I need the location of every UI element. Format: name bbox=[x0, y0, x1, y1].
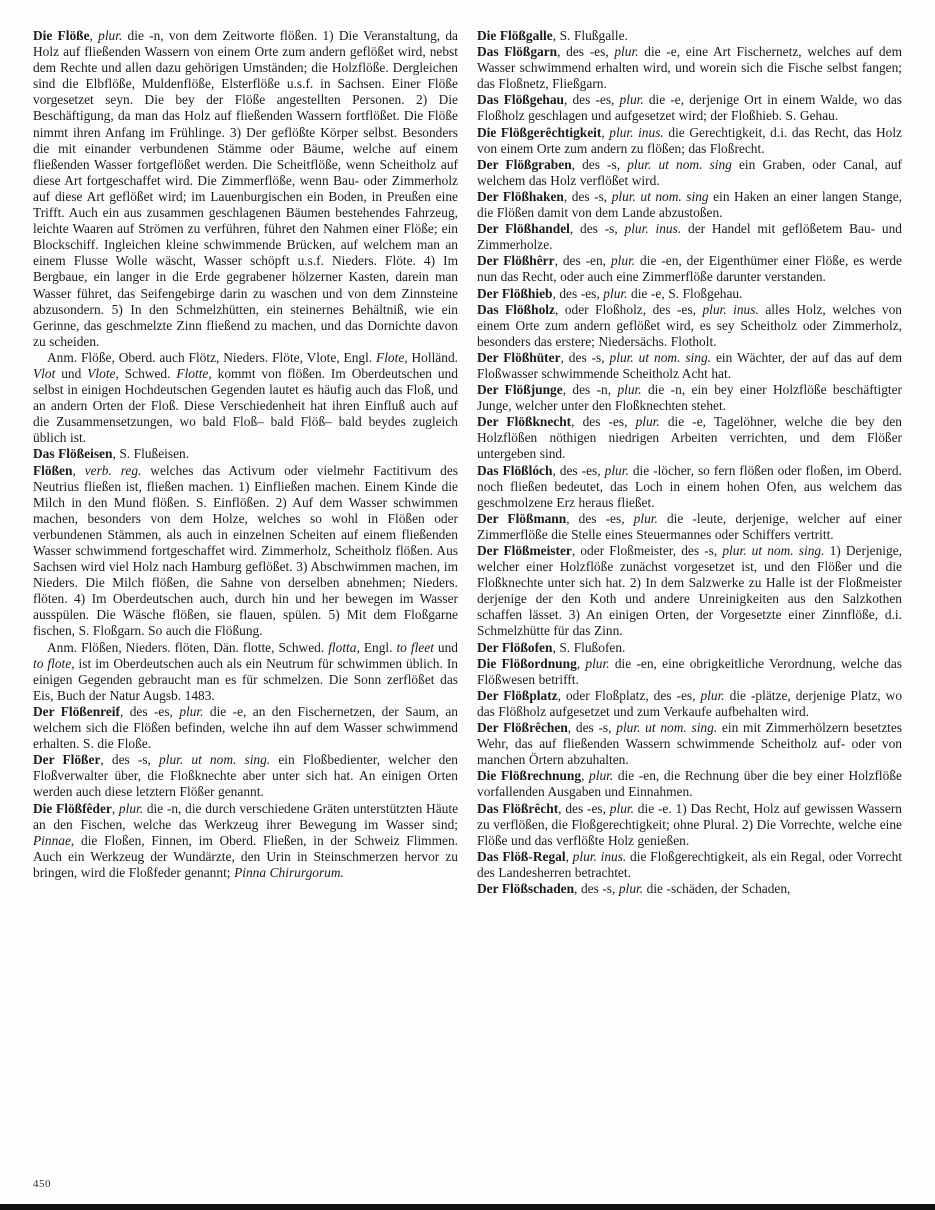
text-run: die -e. 1) Das Recht, Holz auf gewissen Wassern zu verflößen, die Floßgerechtigkeit; ohne Plural. 2) Die Vorrechte, welche eine Flöße und das verflößte Holz genießen. bbox=[477, 800, 902, 848]
entry-paragraph bbox=[33, 801, 458, 881]
text-run: , des -en, bbox=[554, 253, 611, 269]
text-run: ein Haken an einer langen Stange, die Flößen damit von dem Lande abzustoßen. bbox=[477, 188, 902, 221]
entry-paragraph bbox=[477, 44, 902, 92]
text-run: , oder Floßholz, des -es, bbox=[554, 301, 703, 317]
entry-paragraph bbox=[477, 688, 902, 720]
text-run: Anm. Flößen, Nieders. flöten, Dän. flotte, Schwed. bbox=[47, 639, 329, 655]
headword: Der Flößhüter bbox=[477, 349, 561, 365]
text-run: , bbox=[581, 768, 590, 784]
text-run: Pinnae, bbox=[33, 832, 75, 848]
headword: Der Flößgraben bbox=[477, 156, 572, 172]
text-run: , S. Flußeisen. bbox=[112, 446, 190, 462]
page-number: 450 bbox=[33, 1178, 51, 1190]
entry-paragraph bbox=[33, 752, 458, 800]
text-run: , des -s, bbox=[574, 880, 619, 896]
entry-paragraph bbox=[477, 382, 902, 414]
entry-paragraph bbox=[477, 189, 902, 221]
text-run: verb. reg. bbox=[84, 462, 142, 478]
text-run: , S. Flußofen. bbox=[552, 639, 626, 655]
entry-paragraph bbox=[477, 302, 902, 350]
headword: Die Flößgalle bbox=[477, 28, 553, 43]
headword: Der Flößhaken bbox=[477, 188, 564, 204]
text-run: plur. bbox=[619, 92, 644, 108]
entry-paragraph bbox=[477, 157, 902, 189]
text-run: plur. bbox=[633, 510, 658, 526]
text-run: die -schäden, der Schaden, bbox=[643, 880, 791, 896]
page-body bbox=[33, 28, 902, 1168]
text-run: plur. inus. bbox=[609, 124, 664, 140]
text-run: plur. bbox=[635, 414, 660, 430]
entry-paragraph bbox=[477, 881, 902, 897]
text-run: die -n, ein bey einer Holzflöße beschäftigter Junge, welcher unter den Floßknechten stehet. bbox=[477, 382, 902, 414]
text-run: plur. bbox=[614, 44, 639, 60]
text-run: plur. bbox=[98, 28, 123, 43]
text-run: Flote, bbox=[376, 349, 408, 365]
entry-paragraph bbox=[33, 350, 458, 447]
text-run: to flote, bbox=[33, 655, 75, 671]
text-run: ist im Oberdeutschen auch als ein Neutrum für schwimmen üblich. In einigen Gegenden gebraucht man es für schmelzen. Die Sonn zerflößet das Eis, Buch der Natur Augsb. 1483. bbox=[33, 655, 458, 703]
entry-paragraph bbox=[477, 511, 902, 543]
text-run: plur. bbox=[118, 800, 144, 816]
text-run: die -leute, derjenige, welcher auf einer Zimmerflöße die Stelle eines Steuermannes oder Schiffers vertritt. bbox=[477, 510, 902, 542]
text-run: plur. bbox=[617, 382, 642, 398]
text-run: Flotte, bbox=[176, 365, 212, 381]
entry-paragraph bbox=[33, 704, 458, 752]
text-run: plur. ut nom. sing. bbox=[722, 543, 825, 558]
entry-paragraph bbox=[33, 463, 458, 640]
text-run: die -e, an den Fischernetzen, der Saum, an welchem sich die Flößen befinden, welche ihn auf dem Wasser schwimmend erhalten. S. die Floße. bbox=[33, 703, 458, 752]
text-run: plur. ut nom. sing bbox=[627, 156, 732, 172]
headword: Das Flößlóch bbox=[477, 462, 553, 478]
headword: Der Flößhêrr bbox=[477, 253, 555, 269]
entry-paragraph bbox=[33, 28, 458, 350]
text-run: , bbox=[576, 655, 586, 671]
headword: Das Flößeisen bbox=[33, 446, 113, 462]
text-run: flotta, bbox=[328, 639, 360, 655]
entry-paragraph bbox=[477, 656, 902, 688]
text-run: plur. inus. bbox=[702, 301, 759, 317]
text-run: , oder Floßplatz, des -es, bbox=[557, 687, 701, 703]
text-run: , des -es, bbox=[563, 92, 620, 108]
entry-paragraph bbox=[477, 801, 902, 849]
text-run: die -en, die Rechnung über die bey einer Holzflöße vorfallenden Ausgaben und Einnahmen. bbox=[477, 768, 902, 800]
headword: Das Flößgarn bbox=[477, 44, 558, 60]
entry-paragraph bbox=[477, 640, 902, 656]
entry-paragraph bbox=[477, 463, 902, 511]
text-run: 1) Derjenige, welcher einer Holzflöße zunächst vorgesetzet ist, und den Flößer und die Floßknechte unter sich hat. 2) In dem Salzwerke zu Halle ist der Floßmeister derjenige der den Koth und andere Unreinigkeiten aus den Salzkothen schaffen lässet. 3) An einigen Orten, der Vorgesetzte einer Zinnflöße, d.i. Schmelzhütte für das Zinn. bbox=[477, 543, 902, 639]
headword: Die Flößfêder bbox=[33, 800, 112, 816]
text-run: und bbox=[433, 639, 459, 655]
text-run: die -en, eine obrigkeitliche Verordnung, welche das Flößwesen betrifft. bbox=[477, 655, 902, 687]
text-run: plur. ut nom. sing. bbox=[616, 720, 718, 736]
entry-paragraph bbox=[33, 640, 458, 704]
text-run: plur. bbox=[618, 880, 644, 896]
text-run: Vlot bbox=[33, 365, 56, 381]
text-run: plur. bbox=[609, 800, 634, 816]
entry-paragraph bbox=[477, 768, 902, 800]
headword: Der Flößhieb bbox=[477, 285, 553, 301]
text-run: Vlote, bbox=[87, 365, 119, 381]
text-run: , bbox=[111, 800, 119, 816]
entry-paragraph bbox=[477, 849, 902, 881]
text-run: Engl. bbox=[359, 639, 397, 655]
text-run: plur. bbox=[179, 703, 204, 719]
headword: Das Flößholz bbox=[477, 301, 555, 317]
text-run: , bbox=[565, 848, 573, 864]
entry-paragraph bbox=[477, 221, 902, 253]
page-bottom-edge bbox=[0, 1204, 935, 1210]
text-run: plur. ut nom. sing. bbox=[609, 349, 712, 365]
text-run: plur. inus. bbox=[624, 221, 682, 237]
headword: Der Flößschaden bbox=[477, 880, 575, 896]
text-run: plur. ut nom. sing bbox=[611, 188, 709, 204]
text-run: die -plätze, derjenige Platz, wo das Flößholz aufgesetzet und zum Verkaufe aufbehalten wird. bbox=[477, 687, 902, 719]
headword: Der Flößplatz bbox=[477, 687, 558, 703]
text-run: Holländ. bbox=[407, 349, 458, 365]
entry-paragraph bbox=[477, 125, 902, 157]
text-run: , oder Floßmeister, des -s, bbox=[571, 543, 723, 558]
headword: Das Flöß-Regal bbox=[477, 848, 566, 864]
text-run: die -n, von dem Zeitworte flößen. 1) Die Veranstaltung, da Holz auf fließenden Wassern von einem Orte zum andern geflößet wird, nebst dem Rechte und allen dazu gehörigen Umständen; die Holzflöße. Dergleichen sind die Elbflöße, Muldenflöße, Elsterflöße u.s.f. in Sachsen. Einer Flöße vorgesetzet seyn. Die bey der Flöße angestellten Personen. 2) Die Beschäftigung, da man das Holz auf fließenden Wassern fortflößet. Die Flöße nimmt ihren Anfang im Frühlinge. 3) Der geflößte Körper selbst. Besonders die mit einander verbundenen Stämme oder Bäume, welche auf einem fließenden Wasser fortgeflößet werden. Die Scheitflöße, wenn Scheitholz auf diese Art fortgeschaffet wird. Die Zimmerflöße, wenn Bau- oder Zimmerholz auf diese Art geflößet wird; im Lauenburgischen ein Boden, in Preußen eine Trifft. Auch ein aus zusammen geschlagenen Bäumen bestehendes Fahrzeug, leichte Waaren auf Strömen zu verführen, führet den Nahmen einer Flöße; ein Blockschiff. Ingleichen kleine schwimmende Brücken, auf welchem man an einem Flusse Wolle wäscht, Wasser schöpft u.s.f. Nieders. Flöte. 4) Im Bergbaue, ein langer in die Erde gegrabener hölzerner Kasten, darein man Wasser führet, das Seifengebirge darin zu waschen und von dem Zinnsteine abzusondern. 5) In den Schmelzhütten, ein steinernes Behältniß, wie ein Gerinne, das geschmelzte Zinn fließend zu machen, und das Dornichte davon zu scheiden. bbox=[33, 28, 458, 349]
text-run: , S. Flußgalle. bbox=[552, 28, 628, 43]
text-run: plur. bbox=[610, 253, 636, 269]
text-run: die Floßgerechtigkeit, als ein Regal, oder Vorrecht des Landesherren betrachtet. bbox=[477, 848, 902, 880]
text-run: ein Wächter, der auf das auf dem Floßwasser schwimmende Scheitholz Acht hat. bbox=[477, 349, 902, 381]
text-run: welches das Activum oder vielmehr Factitivum des Neutrius fließen ist, fließen machen. 1) Einfließen machen. Einem Kinde die Milch in den Mund flößen. S. Einflößen. 2) Auf dem Wasser schwimmen machen, besonders von dem Holze, welches so wohl in Flößen oder verbundenen Stämmen, als auch in einzelnen Scheiten auf einem fließenden Wasser schwimmend fortgeschaffet wird. Zimmerholz, Scheitholz flößen. Aus Sachsen wird viel Holz nach Hamburg geflößet. 3) Abschwimmen machen, im Nieders. Die Milch flößen, die Sahne von derselben abnehmen; Nieders. flöten. 4) Im Oberdeutschen auch, durch hin und her bewegen im Wasser ausspülen. Die Wäsche flößen, sie flauen, spülen. 5) Mit dem Floßgarne fischen, S. Floßgarn. So auch die Flößung. bbox=[33, 462, 458, 639]
text-run: die -en, der Eigenthümer einer Flöße, es werde nun das Recht, oder auch eine Zimmerflöße darunter verstanden. bbox=[477, 253, 902, 285]
text-run: , bbox=[89, 28, 99, 43]
text-run: die Floßen, Finnen, im Oberd. Fließen, in der Schweiz Flimmen. Auch ein Werkzeug der Wundärzte, den Urin in Steinschmerzen hervor zu bringen, wird die Floßfeder genannt; bbox=[33, 832, 458, 880]
text-run: , des -es, bbox=[558, 800, 610, 816]
text-run: , des -s, bbox=[571, 156, 628, 172]
text-run: , des -es, bbox=[571, 414, 636, 430]
headword: Flößen bbox=[33, 462, 73, 478]
text-run: die -e, S. Floßgehau. bbox=[627, 285, 743, 301]
text-run: plur. bbox=[585, 655, 610, 671]
text-run: , des -es, bbox=[552, 462, 605, 478]
text-run: , des -s, bbox=[100, 752, 160, 768]
text-run: , des -s, bbox=[569, 221, 625, 237]
headword: Der Flößknecht bbox=[477, 414, 572, 430]
text-run: , des -s, bbox=[567, 720, 617, 736]
headword: Die Flößgerêchtigkeit bbox=[477, 124, 602, 140]
headword: Der Flößjunge bbox=[477, 382, 563, 398]
text-run: plur. bbox=[604, 462, 629, 478]
entry-paragraph bbox=[477, 543, 902, 640]
text-run: plur. inus. bbox=[572, 848, 627, 864]
text-run: Schwed. bbox=[118, 365, 177, 381]
entry-paragraph bbox=[477, 253, 902, 285]
text-run: die -e, eine Art Fischernetz, welches auf dem Wasser schwimmend erhalten wird, und worein sich die Fische selbst fangen; das Floßnetz, Fließgarn. bbox=[477, 44, 902, 92]
headword: Der Flößofen bbox=[477, 639, 553, 655]
text-run: , des -es, bbox=[566, 510, 634, 526]
text-run: , bbox=[601, 124, 610, 140]
headword: Die Flößrechnung bbox=[477, 768, 582, 784]
text-run: kommt von flößen. Im Oberdeutschen und selbst in einigen Hochdeutschen Gegenden lautet es häufig auch das Floß, und an andern Orten der Floß. Diese Verschiedenheit hat ihren Einfluß auch auf die Zusammensetzungen, wo bald Floß– bald Flöß– bald beydes zugleich üblich ist. bbox=[33, 365, 458, 446]
headword: Die Flöße bbox=[33, 28, 90, 43]
headword: Der Flößer bbox=[33, 752, 101, 768]
text-run: plur. bbox=[589, 768, 614, 784]
entry-paragraph bbox=[33, 446, 458, 462]
headword: Das Flößgehau bbox=[477, 92, 564, 108]
text-run: alles Holz, welches von einem Orte zum andern geflößet wird, es sey Scheitholz oder Zimmerholz, besonders das erstere; Niedersächs. Flotholt. bbox=[477, 301, 902, 349]
text-run: die -e, Tagelöhner, welche die bey den Holzflößen nöthigen niedrigen Arbeiten verrichten, und dem Flößer untergeben sind. bbox=[477, 414, 902, 462]
entry-paragraph bbox=[477, 720, 902, 768]
text-run: und bbox=[55, 365, 88, 381]
text-run: die -n, die durch verschiedene Gräten unterstützten Häute an den Fischen, welche das Werkzeug ihrer Bewegung im Wasser sind; bbox=[33, 800, 459, 832]
entry-paragraph bbox=[477, 350, 902, 382]
text-run: Anm. Flöße, Oberd. auch Flötz, Nieders. Flöte, Vlote, Engl. bbox=[47, 349, 377, 365]
text-run: Pinna Chirurgorum. bbox=[234, 864, 344, 880]
text-run: , des -n, bbox=[562, 382, 618, 398]
entry-paragraph bbox=[477, 92, 902, 124]
text-run: die -e, derjenige Ort in einem Walde, wo das Floßholz geschlagen und aufgesetzet wird; der Floßhieb. S. Gehau. bbox=[477, 92, 902, 124]
text-run: plur. ut nom. sing. bbox=[159, 752, 271, 768]
text-run: die -löcher, so fern flößen oder floßen, im Oberd. noch fließen bedeutet, das Loch in einem hohen Ofen, aus welchem das geschmolzene Erz heraus fließet. bbox=[477, 462, 902, 510]
headword: Der Flößenreif bbox=[33, 703, 120, 719]
text-column-right bbox=[477, 28, 902, 897]
text-run: der Handel mit geflößetem Bau- und Zimmerholze. bbox=[477, 221, 902, 253]
text-run: plur. bbox=[603, 285, 628, 301]
text-run: to fleet bbox=[396, 639, 434, 655]
text-run: , des -es, bbox=[557, 44, 615, 60]
entry-paragraph bbox=[477, 286, 902, 302]
text-run: , des -es, bbox=[119, 703, 180, 719]
entry-paragraph bbox=[477, 414, 902, 462]
text-run: ein mit Zimmerhölzern besetztes Wehr, das auf fließenden Wassern schwimmende Scheitholz auf- oder von manchen Örtern abzuhalten. bbox=[477, 720, 902, 768]
headword: Der Flößmeister bbox=[477, 543, 572, 558]
text-run: , des -es, bbox=[552, 285, 604, 301]
text-run: , des -s, bbox=[563, 188, 612, 204]
text-run: die Gerechtigkeit, d.i. das Recht, das Holz von einem Orte zum andern zu flößen; das Floßrecht. bbox=[477, 124, 902, 156]
text-run: , des -s, bbox=[560, 349, 610, 365]
entry-paragraph bbox=[477, 28, 902, 44]
text-run: ein Floßbedienter, welcher den Floßverwalter über, die Floßknechte aber unter sich hat. An einigen Orten werden auch diese letztern Flößer genannt. bbox=[33, 752, 459, 800]
headword: Die Flößordnung bbox=[477, 655, 577, 671]
headword: Der Flößmann bbox=[477, 510, 567, 526]
text-run: plur. bbox=[700, 687, 725, 703]
text-run: , bbox=[72, 462, 85, 478]
text-column-left bbox=[33, 28, 458, 881]
headword: Das Flößrêcht bbox=[477, 800, 559, 816]
headword: Der Flößhandel bbox=[477, 221, 570, 237]
text-run: ein Graben, oder Canal, auf welchem das Holz verflößet wird. bbox=[477, 156, 902, 188]
headword: Der Flößrêchen bbox=[477, 720, 568, 736]
